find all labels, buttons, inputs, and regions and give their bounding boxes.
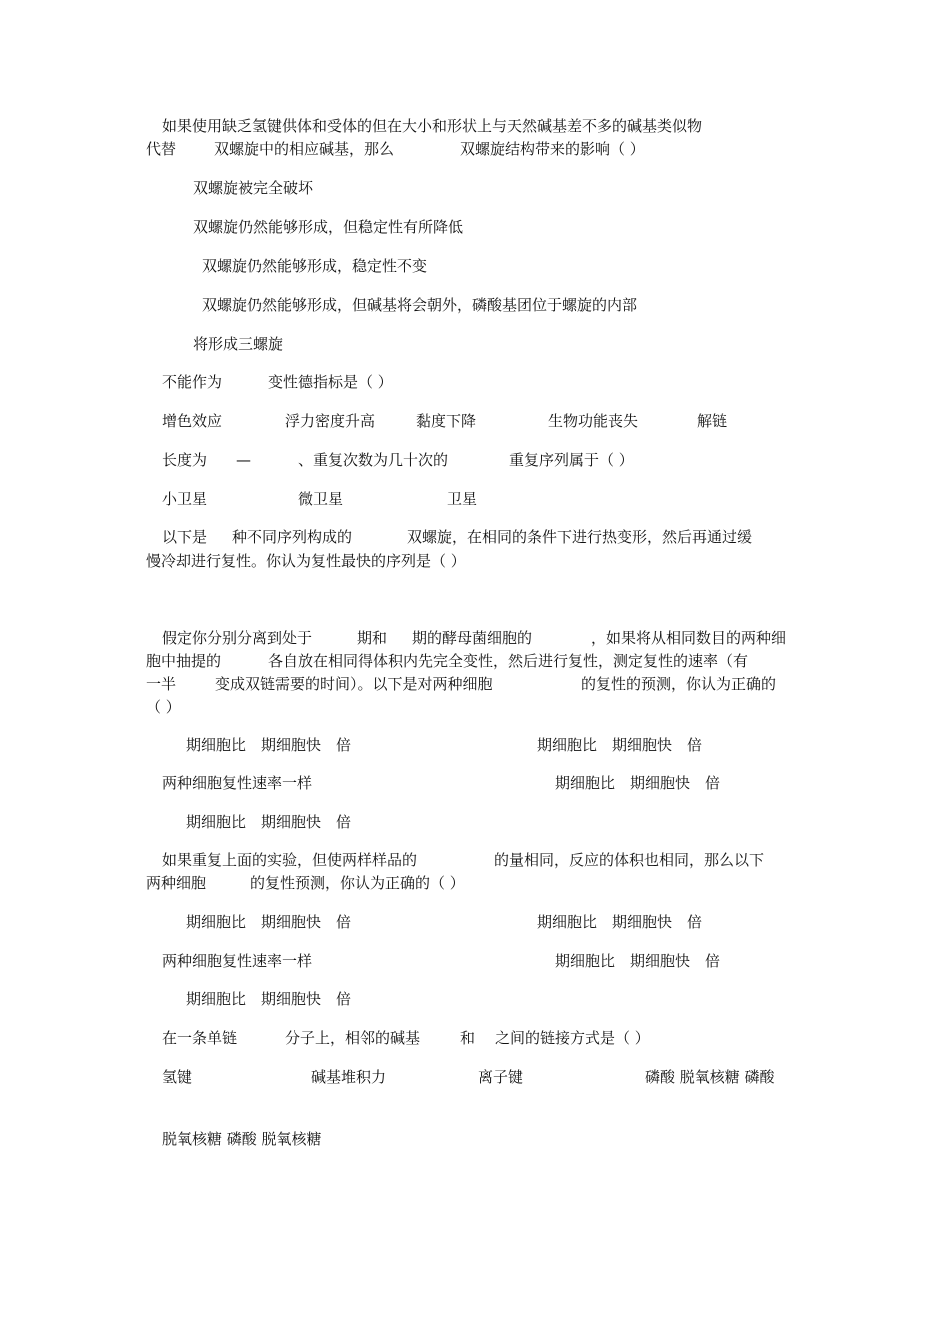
q3-stem-b: — bbox=[236, 451, 251, 469]
q6-line2-a: 两种细胞 bbox=[146, 874, 207, 892]
q3-stem-d: 重复序列属于（ ） bbox=[509, 451, 634, 469]
q5-option-b: 期细胞比 期细胞快 倍 bbox=[537, 736, 703, 754]
q6-line1-b: 的量相同，反应的体积也相同，那么以下 bbox=[494, 851, 765, 869]
q4-line2: 慢冷却进行复性。你认为复性最快的序列是（ ） bbox=[146, 552, 466, 570]
q2-option-d: 生物功能丧失 bbox=[548, 412, 639, 430]
q7-option-e: 脱氧核糖 磷酸 脱氧核糖 bbox=[162, 1130, 322, 1148]
q5-line3-a: 一半 bbox=[146, 675, 177, 693]
q6-option-e: 期细胞比 期细胞快 倍 bbox=[186, 990, 352, 1008]
q4-line1-a: 以下是 bbox=[162, 528, 208, 546]
q2-option-a: 增色效应 bbox=[162, 412, 223, 430]
q6-option-b: 期细胞比 期细胞快 倍 bbox=[537, 913, 703, 931]
q2-option-b: 浮力密度升高 bbox=[285, 412, 376, 430]
q7-option-a: 氢键 bbox=[162, 1068, 193, 1086]
q5-line2-b: 各自放在相同得体积内先完全变性，然后进行复性，测定复性的速率（有 bbox=[268, 652, 749, 670]
q1-stem-line2-b: 双螺旋中的相应碱基，那么 bbox=[214, 140, 395, 158]
q5-line1-b: 期和 bbox=[357, 629, 388, 647]
q3-option-c: 卫星 bbox=[447, 490, 478, 508]
q7-option-c: 离子键 bbox=[478, 1068, 524, 1086]
q5-line4: （ ） bbox=[146, 698, 181, 716]
q6-option-d: 期细胞比 期细胞快 倍 bbox=[555, 952, 721, 970]
q5-line1-a: 假定你分别分离到处于 bbox=[162, 629, 313, 647]
q1-option-d: 双螺旋仍然能够形成，但碱基将会朝外，磷酸基团位于螺旋的内部 bbox=[202, 296, 638, 314]
q6-option-a: 期细胞比 期细胞快 倍 bbox=[186, 913, 352, 931]
q3-stem-a: 长度为 bbox=[162, 451, 208, 469]
q7-stem-a: 在一条单链 bbox=[162, 1029, 238, 1047]
q4-line1-b: 种不同序列构成的 bbox=[232, 528, 353, 546]
q1-option-c: 双螺旋仍然能够形成，稳定性不变 bbox=[202, 257, 428, 275]
q2-option-e: 解链 bbox=[697, 412, 728, 430]
q5-option-d: 期细胞比 期细胞快 倍 bbox=[555, 774, 721, 792]
q5-line1-d: ，如果将从相同数目的两种细 bbox=[591, 629, 787, 647]
q7-option-d: 磷酸 脱氧核糖 磷酸 bbox=[645, 1068, 775, 1086]
q1-stem-line2-c: 双螺旋结构带来的影响（ ） bbox=[460, 140, 645, 158]
q3-stem-c: 、重复次数为几十次的 bbox=[298, 451, 449, 469]
q3-option-b: 微卫星 bbox=[298, 490, 344, 508]
q5-line2-a: 胞中抽提的 bbox=[146, 652, 222, 670]
q3-option-a: 小卫星 bbox=[162, 490, 208, 508]
q2-stem-a: 不能作为 bbox=[162, 373, 223, 391]
q7-stem-d: 之间的链接方式是（ ） bbox=[495, 1029, 650, 1047]
q1-option-b: 双螺旋仍然能够形成，但稳定性有所降低 bbox=[193, 218, 464, 236]
q6-line1-a: 如果重复上面的实验，但使两样样品的 bbox=[162, 851, 418, 869]
q1-option-a: 双螺旋被完全破坏 bbox=[193, 179, 314, 197]
q5-line3-b: 变成双链需要的时间）。以下是对两种细胞 bbox=[215, 675, 493, 693]
q5-option-e: 期细胞比 期细胞快 倍 bbox=[186, 813, 352, 831]
q5-option-c: 两种细胞复性速率一样 bbox=[162, 774, 313, 792]
q1-option-e: 将形成三螺旋 bbox=[193, 335, 284, 353]
q7-option-b: 碱基堆积力 bbox=[311, 1068, 387, 1086]
q6-option-c: 两种细胞复性速率一样 bbox=[162, 952, 313, 970]
q1-stem-line2-a: 代替 bbox=[146, 140, 177, 158]
q5-option-a: 期细胞比 期细胞快 倍 bbox=[186, 736, 352, 754]
q2-stem-b: 变性德指标是（ ） bbox=[268, 373, 393, 391]
q7-stem-b: 分子上，相邻的碱基 bbox=[285, 1029, 421, 1047]
q1-stem-line1: 如果使用缺乏氢键供体和受体的但在大小和形状上与天然碱基差不多的碱基类似物 bbox=[162, 117, 703, 135]
q5-line1-c: 期的酵母菌细胞的 bbox=[412, 629, 533, 647]
q5-line3-c: 的复性的预测，你认为正确的 bbox=[581, 675, 777, 693]
q4-line1-c: 双螺旋，在相同的条件下进行热变形，然后再通过缓 bbox=[407, 528, 753, 546]
q7-stem-c: 和 bbox=[460, 1029, 476, 1047]
q2-option-c: 黏度下降 bbox=[416, 412, 477, 430]
q6-line2-b: 的复性预测，你认为正确的（ ） bbox=[250, 874, 465, 892]
